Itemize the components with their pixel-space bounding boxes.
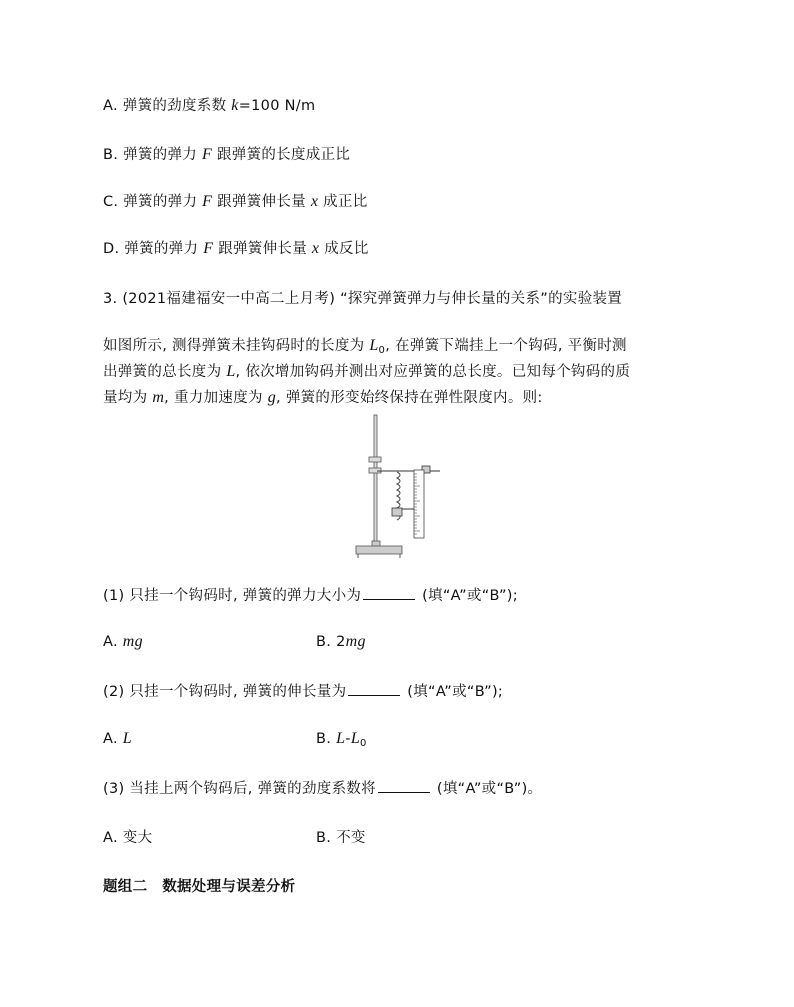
text-segment: 3. (2021福建福安一中高二上月考) “探究弹簧弹力与伸长量的关系”的实验装置: [103, 291, 623, 307]
option-a: [103, 633, 143, 651]
text-segment: (3) 当挂上两个钩码后, 弹簧的劲度系数将: [103, 781, 376, 797]
math-variable: g: [267, 389, 277, 406]
math-variable: x: [310, 193, 319, 210]
math-variable: L: [350, 730, 361, 747]
text-segment: 跟弹簧伸长量: [213, 241, 312, 257]
text-segment: 出弹簧的总长度为: [103, 364, 227, 380]
text-segment: (填“A”或“B”);: [402, 684, 504, 700]
subscript: 0: [360, 738, 367, 749]
question-stem-line: [103, 334, 627, 356]
option-a: [103, 826, 152, 847]
option-line: [103, 237, 369, 258]
text-segment: (2) 只挂一个钩码时, 弹簧的伸长量为: [103, 684, 347, 700]
option-b: [316, 633, 366, 651]
math-variable: F: [202, 193, 213, 210]
text-segment: 跟弹簧伸长量: [212, 194, 311, 210]
text-segment: A.: [103, 731, 123, 747]
answer-blank: [378, 780, 430, 793]
text-segment: (填“A”或“B”);: [417, 588, 518, 604]
sub-question: [103, 584, 518, 605]
text-segment: B.: [316, 731, 337, 747]
option-line: [103, 143, 350, 164]
question-stem-line: [103, 287, 622, 308]
text-segment: B. 弹簧的弹力: [103, 147, 202, 163]
text-segment: , 在弹簧下端挂上一个钩码, 平衡时测: [385, 338, 627, 354]
text-segment: 如图所示, 测得弹簧未挂钩码时的长度为: [103, 338, 370, 354]
answer-blank: [363, 587, 415, 600]
option-a: [103, 730, 132, 748]
math-variable: k: [231, 97, 239, 114]
text-segment: A.: [103, 634, 123, 650]
math-variable: L: [226, 363, 236, 380]
math-variable: F: [201, 146, 213, 163]
text-segment: B. 2: [316, 634, 346, 650]
question-stem-line: [103, 386, 543, 407]
text-segment: -: [345, 731, 351, 747]
math-variable: L: [122, 730, 132, 747]
text-segment: A. 弹簧的劲度系数: [103, 98, 232, 114]
section-heading: 题组二 数据处理与误差分析: [103, 879, 296, 895]
option-line: [103, 94, 315, 115]
answer-blank: [348, 683, 400, 696]
math-variable: mg: [122, 633, 143, 650]
math-variable: L: [336, 730, 346, 747]
option-line: [103, 190, 368, 211]
text-segment: =100 N/m: [238, 98, 316, 114]
math-variable: m: [152, 389, 165, 406]
math-variable: mg: [345, 633, 366, 650]
text-segment: A. 变大: [103, 830, 153, 846]
math-variable: F: [203, 240, 214, 257]
math-variable: x: [311, 240, 320, 257]
text-segment: , 重力加速度为: [164, 390, 268, 406]
sub-question: [103, 777, 542, 798]
text-segment: 量均为: [103, 390, 153, 406]
text-segment: 跟弹簧的长度成正比: [212, 147, 351, 163]
text-segment: D. 弹簧的弹力: [103, 241, 204, 257]
text-segment: (填“A”或“B”)。: [431, 781, 543, 797]
text-segment: , 弹簧的形变始终保持在弹性限度内。则:: [276, 390, 543, 406]
sub-question: [103, 680, 503, 701]
subscript: 0: [378, 345, 386, 356]
text-segment: 成正比: [318, 194, 368, 210]
text-segment: , 依次增加钩码并测出对应弹簧的总长度。已知每个钩码的质: [235, 364, 631, 380]
text-segment: 成反比: [319, 241, 369, 257]
option-b: [316, 730, 367, 749]
math-variable: L: [369, 337, 379, 354]
text-segment: B. 不变: [316, 830, 366, 846]
question-stem-line: [103, 360, 630, 381]
spring-experiment-figure: [350, 410, 440, 560]
text-segment: (1) 只挂一个钩码时, 弹簧的弹力大小为: [103, 588, 362, 604]
option-b: [316, 826, 366, 847]
text-segment: C. 弹簧的弹力: [103, 194, 203, 210]
